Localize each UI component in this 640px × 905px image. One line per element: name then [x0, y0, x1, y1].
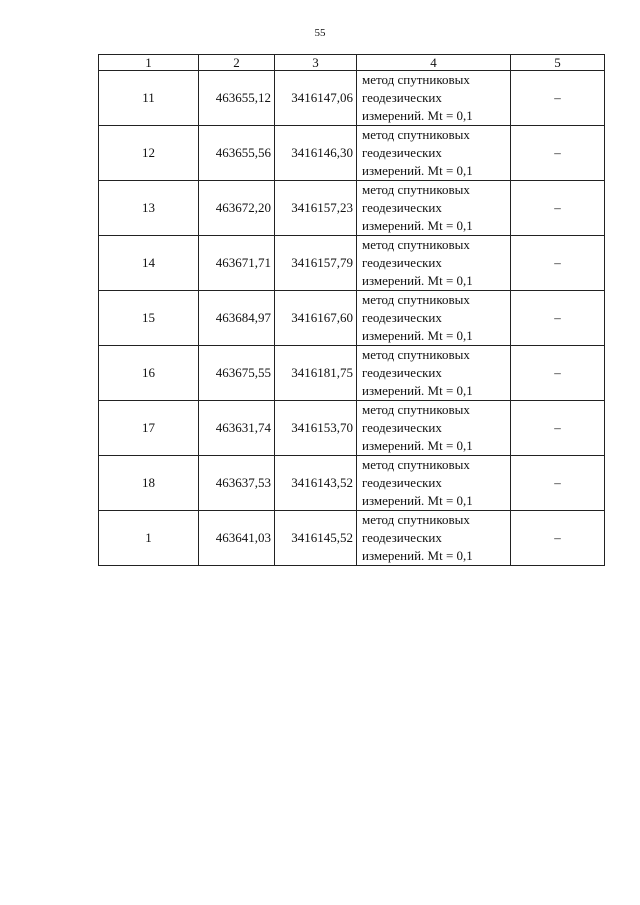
header-col-4: 4	[357, 55, 511, 71]
point-number: 17	[99, 401, 199, 456]
method-cell	[357, 346, 511, 401]
point-number: 14	[99, 236, 199, 291]
coordinate-y: 3416157,23	[275, 181, 357, 236]
header-col-2: 2	[199, 55, 275, 71]
note-cell: –	[511, 236, 605, 291]
method-line: метод спутниковых	[362, 402, 470, 417]
point-number: 18	[99, 456, 199, 511]
note-cell: –	[511, 291, 605, 346]
method-cell	[357, 236, 511, 291]
coordinate-y: 3416157,79	[275, 236, 357, 291]
method-cell	[357, 126, 511, 181]
table-row	[99, 291, 605, 346]
coordinate-y: 3416153,70	[275, 401, 357, 456]
method-line: метод спутниковых	[362, 72, 470, 87]
method-line: метод спутниковых	[362, 512, 470, 527]
method-line: геодезических	[362, 530, 442, 545]
table-row	[99, 181, 605, 236]
method-cell	[357, 401, 511, 456]
method-line: измерений. Mt = 0,1	[362, 438, 473, 453]
method-line: геодезических	[362, 365, 442, 380]
coordinate-y: 3416146,30	[275, 126, 357, 181]
table-row	[99, 401, 605, 456]
coordinate-y: 3416145,52	[275, 511, 357, 566]
note-cell: –	[511, 511, 605, 566]
coordinate-y: 3416147,06	[275, 71, 357, 126]
note-cell: –	[511, 401, 605, 456]
method-cell	[357, 71, 511, 126]
table-row	[99, 346, 605, 401]
method-line: геодезических	[362, 310, 442, 325]
coordinates-table	[98, 54, 605, 566]
method-line: измерений. Mt = 0,1	[362, 383, 473, 398]
coordinate-x: 463637,53	[199, 456, 275, 511]
coordinate-y: 3416143,52	[275, 456, 357, 511]
note-cell: –	[511, 181, 605, 236]
coordinate-x: 463631,74	[199, 401, 275, 456]
method-line: измерений. Mt = 0,1	[362, 163, 473, 178]
note-cell: –	[511, 71, 605, 126]
header-col-1: 1	[99, 55, 199, 71]
table-row	[99, 511, 605, 566]
coordinate-y: 3416181,75	[275, 346, 357, 401]
method-line: метод спутниковых	[362, 457, 470, 472]
table-row	[99, 126, 605, 181]
method-line: измерений. Mt = 0,1	[362, 108, 473, 123]
method-line: геодезических	[362, 145, 442, 160]
method-line: метод спутниковых	[362, 292, 470, 307]
header-col-3: 3	[275, 55, 357, 71]
point-number: 15	[99, 291, 199, 346]
method-line: измерений. Mt = 0,1	[362, 218, 473, 233]
coordinate-x: 463672,20	[199, 181, 275, 236]
method-line: измерений. Mt = 0,1	[362, 548, 473, 563]
point-number: 13	[99, 181, 199, 236]
method-cell	[357, 181, 511, 236]
method-line: измерений. Mt = 0,1	[362, 328, 473, 343]
coordinate-x: 463655,56	[199, 126, 275, 181]
method-line: геодезических	[362, 90, 442, 105]
method-line: геодезических	[362, 200, 442, 215]
coordinate-x: 463675,55	[199, 346, 275, 401]
point-number: 16	[99, 346, 199, 401]
method-line: метод спутниковых	[362, 127, 470, 142]
method-line: измерений. Mt = 0,1	[362, 273, 473, 288]
point-number: 11	[99, 71, 199, 126]
coordinate-x: 463641,03	[199, 511, 275, 566]
method-line: метод спутниковых	[362, 182, 470, 197]
method-line: метод спутниковых	[362, 237, 470, 252]
page-number: 55	[314, 27, 326, 39]
method-cell	[357, 456, 511, 511]
coordinate-x: 463671,71	[199, 236, 275, 291]
table-row	[99, 236, 605, 291]
header-col-5: 5	[511, 55, 605, 71]
note-cell: –	[511, 126, 605, 181]
method-line: измерений. Mt = 0,1	[362, 493, 473, 508]
header-row	[99, 55, 605, 71]
coordinate-x: 463684,97	[199, 291, 275, 346]
note-cell: –	[511, 346, 605, 401]
table-row	[99, 456, 605, 511]
note-cell: –	[511, 456, 605, 511]
method-line: геодезических	[362, 255, 442, 270]
coordinate-y: 3416167,60	[275, 291, 357, 346]
method-line: метод спутниковых	[362, 347, 470, 362]
coordinate-x: 463655,12	[199, 71, 275, 126]
point-number: 1	[99, 511, 199, 566]
method-line: геодезических	[362, 420, 442, 435]
point-number: 12	[99, 126, 199, 181]
method-line: геодезических	[362, 475, 442, 490]
method-cell	[357, 511, 511, 566]
table-row	[99, 71, 605, 126]
method-cell	[357, 291, 511, 346]
